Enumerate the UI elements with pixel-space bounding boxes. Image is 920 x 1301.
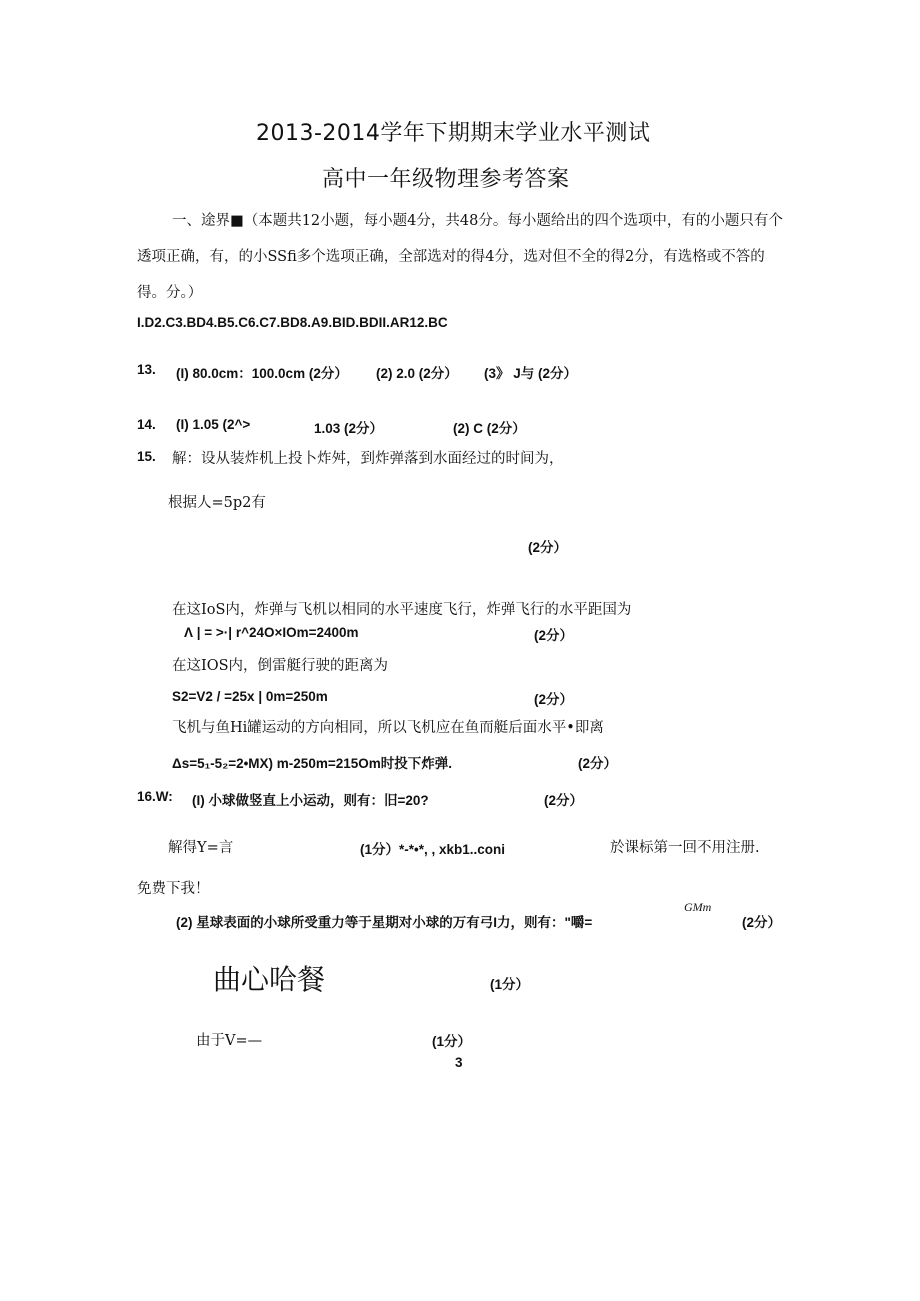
q13-part-2: (2) 2.0 (2分） — [376, 366, 458, 381]
q16-score-4: (1分） — [490, 977, 530, 992]
q16-watermark-text: 於课标第一回不用注册. — [610, 840, 760, 856]
multiple-choice-answers: I.D2.C3.BD4.B5.C6.C7.BD8.A9.BID.BDII.AR12.BC — [137, 315, 448, 330]
q15-number: 15. — [137, 449, 156, 464]
q15-line-4: 飞机与鱼Hi罐运动的方向相同，所以飞机应在鱼而艇后面水平•即离 — [172, 720, 604, 736]
q14-number: 14. — [137, 417, 156, 432]
q15-line-2: 在这IoS内，炸弹与飞机以相同的水平速度飞行，炸弹飞行的水平距国为 — [172, 602, 632, 618]
section1-line-3: 得。分。） — [137, 285, 203, 301]
q14-part-3: (2) C (2分） — [453, 421, 526, 436]
q15-formula-3: Δs=5₁-5₂=2•MX) m-250m=215Om时投下炸弹. — [172, 756, 452, 771]
q15-score-2: (2分） — [534, 628, 574, 643]
title-line-2: 高中一年级物理参考答案 — [322, 167, 570, 192]
q13-part-3: (3》 J与 (2分） — [484, 366, 578, 381]
q16-part-1: (I) 小球做竖直上小运动，则有：旧=20? — [192, 793, 429, 808]
q13-part-1: (I) 80.0cm：100.0cm (2分） — [176, 366, 348, 381]
q15-formula-2: S2=V2 / =25x | 0m=250m — [172, 689, 328, 704]
q16-line-2: 解得Y=言 — [168, 840, 234, 856]
q16-fraction-numerator: GMm — [684, 900, 712, 914]
q15-line-3: 在这IOS内，倒雷艇行驶的距离为 — [172, 658, 389, 674]
q15-line-1: 根据人=5p2有 — [168, 495, 266, 511]
q13-number: 13. — [137, 362, 156, 377]
q16-score-2: (1分）*-*•*, , xkb1..coni — [360, 842, 506, 857]
title-line-1: 2013-2014学年下期期末学业水平测试 — [256, 121, 651, 146]
q16-score-1: (2分） — [544, 793, 584, 808]
section1-line-1: 一、途界■（本题共12小题，每小题4分，共48分。每小题给出的四个选项中，有的小题只有个 — [172, 213, 783, 229]
q16-large-formula: 曲心哈餐 — [213, 963, 326, 996]
q15-score-3: (2分） — [534, 692, 574, 707]
page-number: 3 — [455, 1055, 463, 1070]
q15-intro: 解：设从装炸机上投卜炸舛，到炸弹落到水面经过的时间为， — [172, 451, 564, 467]
q15-score-1: (2分） — [528, 540, 568, 555]
q16-score-5: (1分） — [432, 1034, 472, 1049]
q15-formula-1: Λ | = >·| r^24O×IOm=2400m — [184, 625, 359, 640]
q16-line-5: 由于V=— — [196, 1033, 263, 1049]
q16-part-2: (2) 星球表面的小球所受重力等于星期对小球的万有弓I力，则有："嚼= — [176, 915, 593, 930]
q15-score-4: (2分） — [578, 756, 618, 771]
q16-score-3: (2分） — [742, 915, 782, 930]
q16-line-3: 免费下我！ — [137, 881, 210, 897]
q14-part-1: (I) 1.05 (2^> — [176, 417, 251, 432]
q14-part-2: 1.03 (2分） — [314, 421, 384, 436]
section1-line-2: 透项正确，有，的小SSfi多个选项正确，全部选对的得4分，选对但不全的得2分，有选格或不答的 — [137, 249, 765, 265]
q16-number: 16.W: — [137, 789, 173, 804]
